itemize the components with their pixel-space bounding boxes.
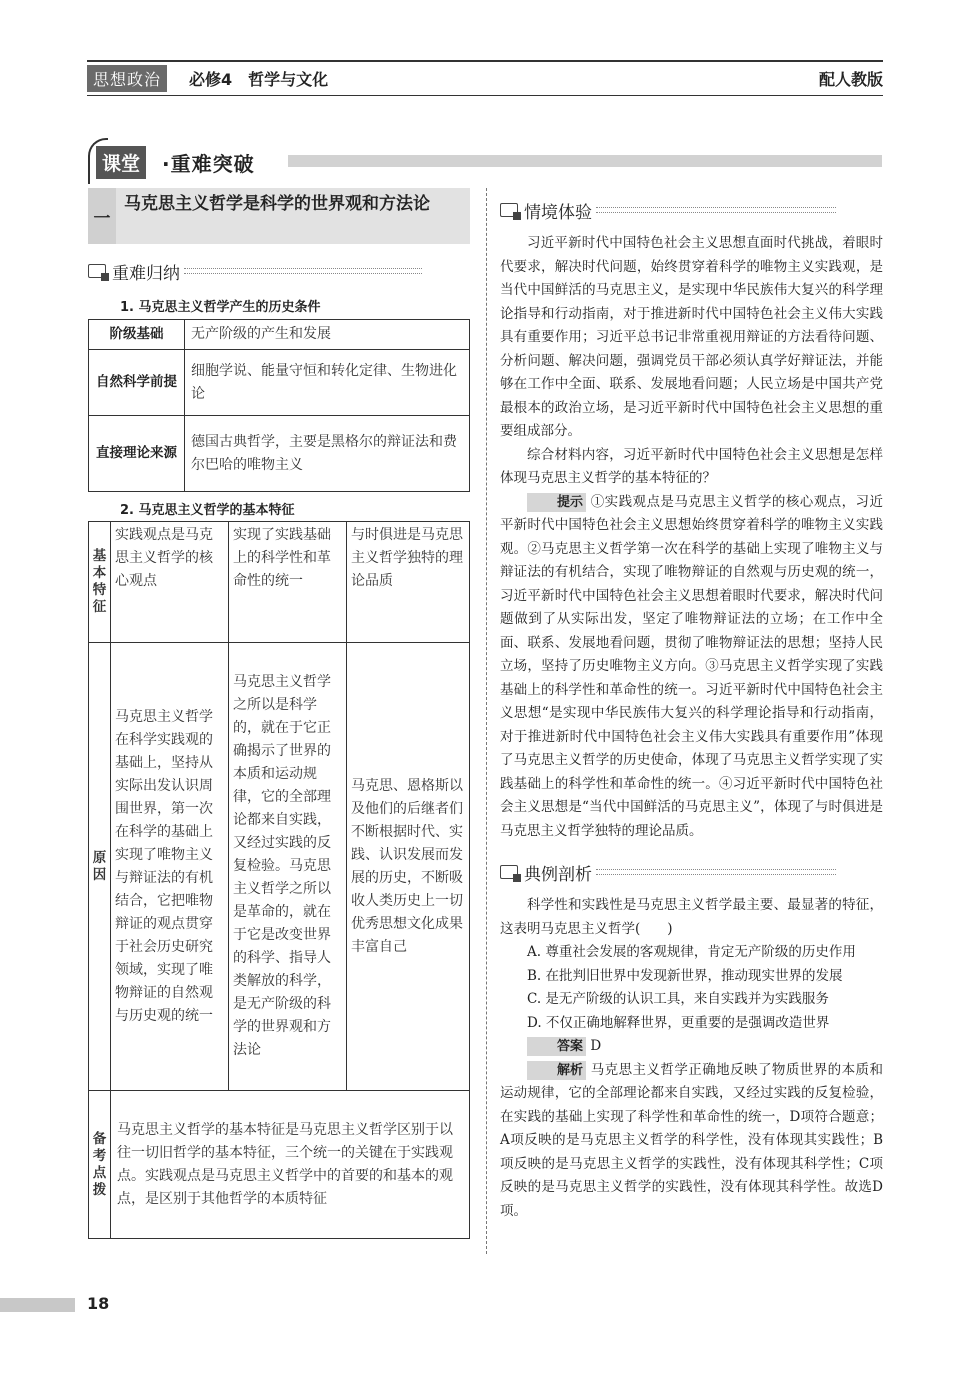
section-title: 典例剖析 xyxy=(524,864,592,885)
section-banner xyxy=(88,138,882,184)
subject-tag: 思想政治 xyxy=(87,65,167,92)
table-row xyxy=(89,643,470,1091)
row-header: 备考点拨 xyxy=(89,1091,111,1239)
scenario-block xyxy=(500,232,883,843)
table-row xyxy=(89,350,470,416)
topic-number: 一 xyxy=(88,188,116,244)
option-d: D. 不仅正确地解释世界，更重要的是强调改造世界 xyxy=(527,1014,830,1031)
dotted-rule xyxy=(184,268,422,274)
table-value: 细胞学说、能量守恒和转化定律、生物进化论 xyxy=(185,350,470,416)
table-row xyxy=(89,522,470,643)
option-c: C. 是无产阶级的认识工具，来自实践并为实践服务 xyxy=(527,991,829,1007)
page-number: 18 xyxy=(87,1294,110,1313)
scenario-text: 习近平新时代中国特色社会主义思想直面时代挑战，着眼时代要求，解决时代问题，始终贯穿着科学的唯物主义实践观，是当代中国鲜活的马克思主义，是实现中华民族伟大复兴的科学理论指导和行动指南，对于推进新时代中国特色社会主义伟大实践具有重要作用；习近平总书记非常重视用辩证的方法看待问题、分析问题、解决问题，强调党员干部必须认真学好辩证法，并能够在工作中全面、联系、发展地看问题；人民立场是中国共产党最根本的政治立场，是习近平新时代中国特色社会主义思想的重要组成部分。 xyxy=(500,235,883,439)
answer-line xyxy=(500,1035,883,1059)
table-cell: 实现了实践基础上的科学性和革命性的统一 xyxy=(229,522,347,643)
subsection-title-2: 2. 马克思主义哲学的基本特征 xyxy=(120,503,295,518)
table-value: 德国古典哲学，主要是黑格尔的辩证法和费尔巴哈的唯物主义 xyxy=(185,416,470,492)
hint-paragraph xyxy=(500,491,883,844)
scenario-question: 综合材料内容，习近平新时代中国特色社会主义思想是怎样体现马克思主义哲学的基本特征的？ xyxy=(500,446,883,486)
book-title: 必修4 哲学与文化 xyxy=(189,69,329,89)
section-title: 情境体验 xyxy=(524,202,592,223)
banner-subtitle: ·重难突破 xyxy=(162,152,255,176)
option-b: B. 在批判旧世界中发现新世界，推动现实世界的发展 xyxy=(527,967,843,984)
note-icon xyxy=(500,865,518,879)
table-cell: 马克思主义哲学的基本特征是马克思主义哲学区别于以往一切旧哲学的基本特征，三个统一的关键在于实践观点。实践观点是马克思主义哲学中的首要的和基本的观点，是区别于其他哲学的本质特征 xyxy=(111,1091,470,1239)
banner-bar-decoration xyxy=(288,155,882,167)
footer-bar-decoration xyxy=(0,1298,75,1312)
topic-title: 马克思主义哲学是科学的世界观和方法论 xyxy=(124,194,430,214)
table-row xyxy=(89,416,470,492)
table-key: 阶级基础 xyxy=(89,320,185,350)
dotted-rule xyxy=(596,207,836,213)
answer-label: 答案 xyxy=(527,1037,586,1056)
table-key: 自然科学前提 xyxy=(89,350,185,416)
table-cell: 马克思主义哲学在科学实践观的基础上，坚持从实际出发认识周围世界，第一次在科学的基础上实现了唯物主义与辩证法的有机结合，它把唯物辩证的观点贯穿于社会历史研究领域，实现了唯物辩证的自然观与历史观的统一 xyxy=(111,643,229,1091)
table-cell: 马克思主义哲学之所以是科学的，就在于它正确揭示了世界的本质和运动规律，它的全部理论都来自实践，又经过实践的反复检验。马克思主义哲学之所以是革命的，就在于它是改变世界的科学、指导人类解放的科学，是无产阶级的科学的世界观和方法论 xyxy=(229,643,347,1091)
section-heading-example xyxy=(500,860,836,884)
column-divider xyxy=(486,188,487,1254)
answer-value: D xyxy=(590,1038,602,1054)
row-header: 原因 xyxy=(89,643,111,1091)
table-key: 直接理论来源 xyxy=(89,416,185,492)
row-header: 基本特征 xyxy=(89,522,111,643)
example-question: 科学性和实践性是马克思主义哲学最主要、最显著的特征，这表明马克思主义哲学( ) xyxy=(500,897,883,937)
table-cell: 与时俱进是马克思主义哲学独特的理论品质 xyxy=(347,522,470,643)
history-conditions-table xyxy=(88,319,470,492)
table-cell: 实践观点是马克思主义哲学的核心观点 xyxy=(111,522,229,643)
note-icon xyxy=(500,203,518,217)
dotted-rule xyxy=(596,869,836,875)
page-header xyxy=(87,64,883,92)
example-block xyxy=(500,894,883,1223)
table-cell: 马克思、恩格斯以及他们的后继者们不断根据时代、实践、认识发展而发展的历史，不断吸收人类历史上一切优秀思想文化成果丰富自己 xyxy=(347,643,470,1091)
header-top-rule xyxy=(87,60,883,62)
analysis-label: 解析 xyxy=(527,1061,586,1080)
table-value: 无产阶级的产生和发展 xyxy=(185,320,470,350)
note-icon xyxy=(88,264,106,278)
section-heading-scenario xyxy=(500,198,836,222)
header-bottom-rule xyxy=(87,95,883,96)
option-a: A. 尊重社会发展的客观规律，肯定无产阶级的历史作用 xyxy=(527,944,856,960)
subsection-title-1: 1. 马克思主义哲学产生的历史条件 xyxy=(120,300,321,315)
table-row xyxy=(89,320,470,350)
section-title: 重难归纳 xyxy=(112,263,180,284)
analysis-text: 马克思主义哲学正确地反映了物质世界的本质和运动规律，它的全部理论都来自实践，又经过实践的反复检验，在实践的基础上实现了科学性和革命性的统一，D项符合题意；A项反映的是马克思主义哲学的科学性，没有体现其实践性；B项反映的是马克思主义哲学的实践性，没有体现其科学性；C项反映的是马克思主义哲学的实践性，没有体现其科学性。故选D项。 xyxy=(500,1061,883,1219)
banner-key: 课堂 xyxy=(96,146,146,179)
basic-features-table xyxy=(88,521,470,1239)
hint-label: 提示 xyxy=(527,493,586,512)
topic-heading xyxy=(88,188,470,244)
hint-text: ①实践观点是马克思主义哲学的核心观点，习近平新时代中国特色社会主义思想始终贯穿着科学的唯物主义实践观。②马克思主义哲学第一次在科学的基础上实现了唯物主义与辩证法的有机结合，实现了唯物辩证的自然观与历史观的统一，习近平新时代中国特色社会主义思想着眼时代要求，解决时代问题做到了从实际出发，坚定了唯物辩证法的立场；在工作中全面、联系、发展地看问题，贯彻了唯物辩证法的思想；坚持人民立场，坚持了历史唯物主义方向。③马克思主义哲学实现了实践基础上的科学性和革命性的统一。习近平新时代中国特色社会主义思想“是实现中华民族伟大复兴的科学理论指导和行动指南，对于推进新时代中国特色社会主义伟大实践具有重要作用”体现了马克思主义哲学的历史使命，体现了马克思主义哲学实现了实践基础上的科学性和革命性的统一。④习近平新时代中国特色社会主义思想是“当代中国鲜活的马克思主义”，体现了与时俱进是马克思主义哲学独特的理论品质。 xyxy=(500,493,883,839)
edition-label: 配人教版 xyxy=(818,69,883,89)
table-row xyxy=(89,1091,470,1239)
section-heading-key-points xyxy=(88,259,422,283)
analysis-paragraph xyxy=(500,1059,883,1224)
